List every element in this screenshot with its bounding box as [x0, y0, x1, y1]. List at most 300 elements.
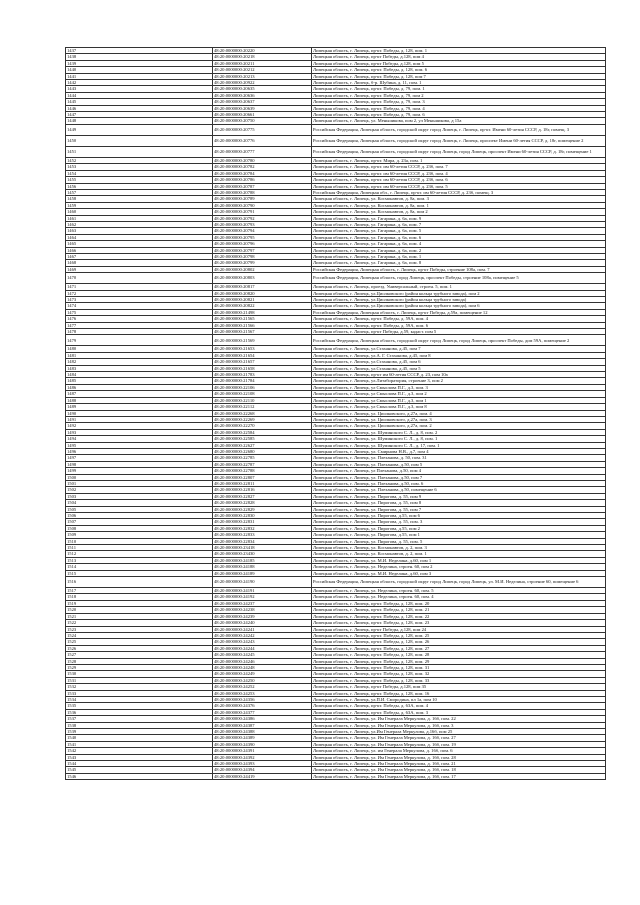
row-number: 1502	[66, 487, 213, 493]
address: Липецкая область, г. Липецк, ул. им Генерала Меркулова, д. 16б, пом. 6	[312, 748, 606, 754]
row-number: 1506	[66, 513, 213, 519]
cadastral-number: 48:20:0000000:24191	[213, 588, 312, 594]
cadastral-number: 48:20:0000000:24392	[213, 754, 312, 760]
address: Липецкая область, г. Липецк, ул. Пирогова, д. 55, пом. 5	[312, 538, 606, 544]
cadastral-number: 48:20:0000000:23430	[213, 551, 312, 557]
row-number: 1467	[66, 253, 213, 259]
address: Липецкая область, г. Липецк, пр-кт. Победы, д. 128, пом. 27	[312, 645, 606, 651]
row-number: 1533	[66, 690, 213, 696]
address: Липецкая область, г. Липецк, пр-кт. Победы, д. 79, пом. 6	[312, 112, 606, 118]
address: Липецкая область, г. Липецк, б-р. Шубина, д. 11, пом. 1	[312, 80, 606, 86]
row-number: 1484	[66, 372, 213, 378]
address: Российская Федерация, Липецкая область, г. Липецк, пр-кт Победы, д.59а, помещение 12	[312, 309, 606, 315]
row-number: 1482	[66, 359, 213, 365]
row-number: 1527	[66, 652, 213, 658]
address: Липецкая область, г. Липецк, ул.Литаборатория, строение 3, пом 2	[312, 378, 606, 384]
table-row	[66, 335, 606, 346]
table-row	[66, 135, 606, 146]
address: Российская Федерация, Липецкая обл., г. Липецк, пр-кт. им 60-летия СССР, д. 23б, помещ. 3	[312, 189, 606, 195]
address: Липецкая область, г. Липецк, ул. Шуминского С. Л., д. 8, пом. 1	[312, 436, 606, 442]
address: Липецкая область, г. Липецк, ул. Неделина, строен. 60, пом. 5	[312, 588, 606, 594]
cadastral-number: 48:20:0000000:22827	[213, 493, 312, 499]
row-number: 1456	[66, 183, 213, 189]
address: Липецкая область, г. Липецк, ул. Космонавтов, д. 2, пом. 1	[312, 551, 606, 557]
address: Липецкая область, г. Липецк, пр-кт. им 60-летия СССР, д. 23б, пом. 6	[312, 177, 606, 183]
cadastral-number: 48:20:0000000:22828	[213, 500, 312, 506]
cadastral-number: 48:20:0000000:20786	[213, 177, 312, 183]
address: Липецкая область, г. Липецк, ул. Гагарина, д. 6а, пом. 5	[312, 228, 606, 234]
cadastral-number: 48:20:0000000:20793	[213, 221, 312, 227]
address: Липецкая область, г. Липецк, ул.Циолковского (район кольца трубного завода), пом 2	[312, 290, 606, 296]
cadastral-number: 48:20:0000000:24253	[213, 690, 312, 696]
row-number: 1526	[66, 645, 213, 651]
cadastral-number: 48:20:0000000:20780	[213, 157, 312, 163]
address: Липецкая область, г. Липецк, ул. М.И. Неделина, д.60, пом 3	[312, 570, 606, 576]
address: Липецкая область, г. Липецк, ул. Им Генерала Меркулова, д. 16б, пом. 22	[312, 716, 606, 722]
row-number: 1530	[66, 671, 213, 677]
cadastral-number: 48:20:0000000:24356	[213, 696, 312, 702]
cadastral-number: 48:20:0000000:22829	[213, 506, 312, 512]
address: Липецкая область, г. Липецк, ул. Пирогова, д. 55, пом 8	[312, 500, 606, 506]
row-number: 1492	[66, 423, 213, 429]
address: Липецкая область, г. Липецк, ул. Гагарина, д. 6а, пом. 2	[312, 247, 606, 253]
address: Липецкая область, г. Липецк, ул. Плеханова, д.50, пом 5	[312, 461, 606, 467]
cadastral-number: 48:20:0000000:20213	[213, 73, 312, 79]
table-row	[66, 124, 606, 135]
cadastral-number: 48:20:0000000:24192	[213, 594, 312, 600]
address: Липецкая область, г. Липецк, ул.П.И. Смородина, пл 1а, пом 10	[312, 696, 606, 702]
address: Липецкая область, г. Липецк, пр-кт. Победы, д. 79, пом. 3	[312, 99, 606, 105]
cadastral-number: 48:20:0000000:22816	[213, 487, 312, 493]
row-number: 1448	[66, 118, 213, 124]
cadastral-number: 48:20:0000000:22268	[213, 410, 312, 416]
address: Российская Федерация, Липецкая область, городской округ город Липецк, город Липецк, проспект Победы, дом 59А, помещение 2	[312, 335, 606, 346]
cadastral-number: 48:20:0000000:24393	[213, 761, 312, 767]
row-number: 1471	[66, 284, 213, 290]
row-number: 1469	[66, 266, 213, 272]
address: Липецкая область, г. Липецк, пр-кт Победы, д.59, кадаст. пом 5	[312, 329, 606, 335]
address: Липецкая область, г. Липецк, ул. Им Генерала Меркулова, д. 16б, пом. 28	[312, 754, 606, 760]
row-number: 1499	[66, 468, 213, 474]
cadastral-number: 48:20:0000000:20822	[213, 303, 312, 309]
table-body	[66, 48, 606, 780]
row-number: 1504	[66, 500, 213, 506]
cadastral-number: 48:20:0000000:22269	[213, 416, 312, 422]
address: Липецкая область, г. Липецк, ул.Стаханова, д.45, пом 7	[312, 346, 606, 352]
row-number: 1540	[66, 735, 213, 741]
row-number: 1486	[66, 384, 213, 390]
row-number: 1496	[66, 448, 213, 454]
address: Липецкая область, г. Липецк, пр-кт. Победы, д. 79, пом 2	[312, 92, 606, 98]
row-number: 1485	[66, 378, 213, 384]
cadastral-number: 48:20:0000000:20637	[213, 99, 312, 105]
row-number: 1524	[66, 632, 213, 638]
cadastral-number: 48:20:0000000:21657	[213, 359, 312, 365]
cadastral-number: 48:20:0000000:24243	[213, 639, 312, 645]
address: Липецкая область, г. Липецк, пр-кт Победы, д.128, пом 5	[312, 60, 606, 66]
address: Липецкая область, г. Липецк, ул.Стаханова, д.45, пом 5	[312, 365, 606, 371]
address: Липецкая область, г. Липецк, ул. Им Генерала Меркулова, д. 16б, пом. 3	[312, 722, 606, 728]
address: Липецкая область, г. Липецк, пр-кт. Победы, д. 63А, пом. 4	[312, 703, 606, 709]
cadastral-number: 48:20:0000000:20212	[213, 67, 312, 73]
address: Российская Федерация, Липецкая область, городской округ город Липецк, город Липецк, ул. М.И. Неделина, строение 60, помещение 6	[312, 577, 606, 588]
cadastral-number: 48:20:0000000:22106	[213, 384, 312, 390]
cadastral-number: 48:20:0000000:22627	[213, 442, 312, 448]
cadastral-number: 48:20:0000000:21567	[213, 329, 312, 335]
row-number: 1466	[66, 247, 213, 253]
address: Липецкая область, г. Липецк, пр-кт. Победы, д. 59А, пом. 4	[312, 316, 606, 322]
cadastral-number: 48:20:0000000:22785	[213, 455, 312, 461]
address: Липецкая область, г. Липецк, проезд. Универсальный, строен. 5, пом. 1	[312, 284, 606, 290]
address: Липецкая область, г. Липецк, ул. Плеханова, д.50, пом. 6	[312, 480, 606, 486]
row-number: 1437	[66, 48, 213, 54]
address: Российская Федерация, Липецкая область, городской округ город Липецк, город Липецк, проспект Имени 60-летия СССР, д. 18г, помещение 1	[312, 146, 606, 157]
cadastral-number: 48:20:0000000:22584	[213, 429, 312, 435]
row-number: 1458	[66, 196, 213, 202]
row-number: 1508	[66, 525, 213, 531]
cadastral-number: 48:20:0000000:21653	[213, 346, 312, 352]
cadastral-number: 48:20:0000000:20661	[213, 112, 312, 118]
address: Липецкая область, г. Липецк, пр-кт Победы, д.128, пом 35	[312, 684, 606, 690]
cadastral-number: 48:20:0000000:20792	[213, 215, 312, 221]
address: Липецкая область, г. Липецк, пр-кт. им 60-летия СССР, д. 23б, пом. 5	[312, 183, 606, 189]
address: Липецкая область, г. Липецк, ул. М.И. Неделина, д.60, пом 1	[312, 557, 606, 563]
address: Липецкая область, г. Липецк, ул. Циолковского, д.27а, пом. 3	[312, 416, 606, 422]
address: Липецкая область, г. Липецк, ул. Гагарина, д. 6а, пом. 8	[312, 260, 606, 266]
cadastral-number: 48:20:0000000:24189	[213, 570, 312, 576]
cadastral-number: 48:20:0000000:20636	[213, 92, 312, 98]
address: Липецкая область, г. Липецк, пр-кт. Победы, д. 63А, пом. 3	[312, 709, 606, 715]
cadastral-number: 48:20:0000000:24387	[213, 722, 312, 728]
cadastral-number: 48:20:0000000:20211	[213, 60, 312, 66]
cadastral-number: 48:20:0000000:22108	[213, 391, 312, 397]
row-number: 1464	[66, 234, 213, 240]
cadastral-number: 48:20:0000000:20776	[213, 135, 312, 146]
cadastral-number: 48:20:0000000:20750	[213, 118, 312, 124]
address: Липецкая область, г. Липецк, ул Плеханова, д.50, пом 4	[312, 468, 606, 474]
address: Липецкая область, г. Липецк, ул. Пирогова, д.55, пом 2	[312, 525, 606, 531]
cadastral-number: 48:20:0000000:24390	[213, 741, 312, 747]
address: Липецкая область, г. Липецк, ул. Гагарина, д. 6а, пом. 9	[312, 215, 606, 221]
cadastral-number: 48:20:0000000:24250	[213, 677, 312, 683]
cadastral-number: 48:20:0000000:24388	[213, 729, 312, 735]
row-number: 1438	[66, 54, 213, 60]
row-number: 1439	[66, 60, 213, 66]
address: Липецкая область, г. Липецк, пр-кт. им 60-летия СССР, д. 23б, пом. 4	[312, 170, 606, 176]
cadastral-number: 48:20:0000000:24389	[213, 735, 312, 741]
address: Липецкая область, г. Липецк, ул.Им Генерала Меркулова, д.16б, пом 25	[312, 729, 606, 735]
row-number: 1462	[66, 221, 213, 227]
row-number: 1454	[66, 170, 213, 176]
row-number: 1525	[66, 639, 213, 645]
row-number: 1497	[66, 455, 213, 461]
address: Липецкая область, г. Липецк, пр-кт. Победы, д. 128, пом. 21	[312, 607, 606, 613]
address: Липецкая область, г. Липецк, пр-кт. Победы, д. 128, пом. 1	[312, 48, 606, 54]
row-number: 1543	[66, 754, 213, 760]
row-number: 1452	[66, 157, 213, 163]
row-number: 1512	[66, 551, 213, 557]
cadastral-number: 48:20:0000000:24185	[213, 557, 312, 563]
row-number: 1495	[66, 442, 213, 448]
row-number: 1472	[66, 290, 213, 296]
cadastral-number: 48:20:0000000:24188	[213, 564, 312, 570]
row-number: 1449	[66, 124, 213, 135]
address: Липецкая область, г. Липецк, пр-кт. Победы, д. 128, пом. 16	[312, 690, 606, 696]
row-number: 1477	[66, 322, 213, 328]
address: Липецкая область, г. Липецк, пр-кт. Победы, д. 128, пом. 22	[312, 613, 606, 619]
row-number: 1483	[66, 365, 213, 371]
row-number: 1474	[66, 303, 213, 309]
address: Липецкая область, г. Липецк, ул. Плеханова, д.50, пом 7	[312, 474, 606, 480]
cadastral-number: 48:20:0000000:20817	[213, 284, 312, 290]
address: Липецкая область, г. Липецк, пр-кт. Победы, д. 128, пом. 31	[312, 664, 606, 670]
cadastral-number: 48:20:0000000:20795	[213, 234, 312, 240]
cadastral-number: 48:20:0000000:24377	[213, 709, 312, 715]
address: Липецкая область, г. Липецк, ул. Гагарина, д. 6а, пом. 7	[312, 221, 606, 227]
cadastral-number: 48:20:0000000:20787	[213, 183, 312, 189]
address: Липецкая область, г. Липецк, ул. Гагарина, д. 6а, пом. 4	[312, 241, 606, 247]
cadastral-number: 48:20:0000000:20218	[213, 54, 312, 60]
cadastral-number: 48:20:0000000:21565	[213, 316, 312, 322]
address: Липецкая область, г. Липецк, пр-кт. Победы, д. 128, пом. 29	[312, 658, 606, 664]
cadastral-number: 48:20:0000000:20798	[213, 253, 312, 259]
address: Липецкая область, г. Липецк, ул. Плеханова, д.50, помещение 6	[312, 487, 606, 493]
cadastral-number: 48:20:0000000:21658	[213, 365, 312, 371]
row-number: 1455	[66, 177, 213, 183]
address: Липецкая область, г. Липецк, ул. Космонавтов, д. 8а, пом. 3	[312, 196, 606, 202]
row-number: 1541	[66, 741, 213, 747]
cadastral-number: 48:20:0000000:20821	[213, 297, 312, 303]
cadastral-number: 48:20:0000000:24246	[213, 658, 312, 664]
row-number: 1507	[66, 519, 213, 525]
cadastral-number: 48:20:0000000:22112	[213, 404, 312, 410]
row-number: 1503	[66, 493, 213, 499]
row-number: 1505	[66, 506, 213, 512]
cadastral-number: 48:20:0000000:20922	[213, 80, 312, 86]
address: Липецкая область, г. Липецк, ул. Им Генерала Меркулова, д. 16б, пом. 18	[312, 767, 606, 773]
cadastral-number: 48:20:0000000:20803	[213, 273, 312, 284]
row-number: 1498	[66, 461, 213, 467]
row-number: 1460	[66, 209, 213, 215]
row-number: 1513	[66, 557, 213, 563]
row-number: 1509	[66, 532, 213, 538]
cadastral-number: 48:20:0000000:20784	[213, 170, 312, 176]
row-number: 1457	[66, 189, 213, 195]
address: Липецкая область, г. Липецк, ул. Космонавтов, д. 8а, пом. 1	[312, 202, 606, 208]
cadastral-number: 48:20:0000000:24240	[213, 620, 312, 626]
cadastral-number: 48:20:0000000:22787	[213, 461, 312, 467]
cadastral-number: 48:20:0000000:23418	[213, 545, 312, 551]
cadastral-number: 48:20:0000000:22680	[213, 448, 312, 454]
row-number: 1528	[66, 658, 213, 664]
address: Липецкая область, г. Липецк, пр-кт. Победы, д. 59А, пом. 6	[312, 322, 606, 328]
cadastral-number: 48:20:0000000:22585	[213, 436, 312, 442]
row-number: 1532	[66, 684, 213, 690]
row-number: 1465	[66, 241, 213, 247]
address: Липецкая область, г. Липецк, пр-кт. Победы, д. 128, пом. 33	[312, 677, 606, 683]
cadastral-number: 48:20:0000000:24249	[213, 671, 312, 677]
cadastral-number: 48:20:0000000:24237	[213, 600, 312, 606]
table-row	[66, 773, 606, 779]
row-number: 1445	[66, 99, 213, 105]
row-number: 1478	[66, 329, 213, 335]
row-number: 1480	[66, 346, 213, 352]
row-number: 1444	[66, 92, 213, 98]
address: Липецкая область, г. Липецк, ул. Им Генерала Меркулова, д. 16б, пом. 17	[312, 773, 606, 779]
row-number: 1442	[66, 80, 213, 86]
table-row	[66, 146, 606, 157]
address: Липецкая область, г. Липецк, пр-кт. Победы, д. 128, пом. 26	[312, 639, 606, 645]
address: Липецкая область, г. Липецк, ул. Шуминского С. Л., д. 17, пом. 1	[312, 442, 606, 448]
address: Липецкая область, г. Липецк, ул. Пирогова, д.55, пом 1	[312, 532, 606, 538]
table-row	[66, 273, 606, 284]
row-number: 1520	[66, 607, 213, 613]
row-number: 1535	[66, 703, 213, 709]
address: Липецкая область, г. Липецк, ул. Им Генерала Меркулова, д. 16б, пом. 27	[312, 735, 606, 741]
row-number: 1451	[66, 146, 213, 157]
cadastral-number: 48:20:0000000:24239	[213, 613, 312, 619]
address: Липецкая область, г. Липецк, ул. Меньшикова, пом 2, ул Меньшикова, д 15а	[312, 118, 606, 124]
cadastral-number: 48:20:0000000:20796	[213, 241, 312, 247]
row-number: 1545	[66, 767, 213, 773]
address: Липецкая область, г. Липецк, ул.Стаханова, д.45, пом 6	[312, 359, 606, 365]
cadastral-number: 48:20:0000000:22831	[213, 519, 312, 525]
address: Липецкая область, г. Липецк, пр-кт Победы, д.128, пом 24	[312, 626, 606, 632]
address: Российская Федерация, Липецкая область, городской округ город Липецк, г. Липецк, проспект Имени 60-летия СССР, д. 18г, помещение 2	[312, 135, 606, 146]
row-number: 1441	[66, 73, 213, 79]
row-number: 1450	[66, 135, 213, 146]
row-number: 1522	[66, 620, 213, 626]
cadastral-number: 48:20:0000000:20791	[213, 209, 312, 215]
cadastral-number: 48:20:0000000:20782	[213, 164, 312, 170]
row-number: 1487	[66, 391, 213, 397]
row-number: 1517	[66, 588, 213, 594]
document-page	[65, 47, 596, 780]
row-number: 1440	[66, 67, 213, 73]
row-number: 1516	[66, 577, 213, 588]
row-number: 1494	[66, 436, 213, 442]
row-number: 1459	[66, 202, 213, 208]
cadastral-number: 48:20:0000000:21569	[213, 335, 312, 346]
address: Российская Федерация, Липецкая область, городской округ город Липецк, г. Липецк, пр-кт. Имени 60-летия СССР, д. 18г, помещ. 3	[312, 124, 606, 135]
row-number: 1534	[66, 696, 213, 702]
cadastral-number: 48:20:0000000:24376	[213, 703, 312, 709]
cadastral-number: 48:20:0000000:22270	[213, 423, 312, 429]
cadastral-number: 48:20:0000000:20797	[213, 247, 312, 253]
row-number: 1447	[66, 112, 213, 118]
address: Липецкая область, г. Липецк, ул. Шуминского С. Л., д. 8, пом. 2	[312, 429, 606, 435]
row-number: 1511	[66, 545, 213, 551]
row-number: 1461	[66, 215, 213, 221]
cadastral-number: 48:20:0000000:20799	[213, 260, 312, 266]
row-number: 1493	[66, 429, 213, 435]
address: Липецкая область, г. Липецк, пр-кт. Мира, д. 23а, пом. 1	[312, 157, 606, 163]
cadastral-number: 48:20:0000000:22830	[213, 513, 312, 519]
row-number: 1537	[66, 716, 213, 722]
row-number: 1518	[66, 594, 213, 600]
row-number: 1470	[66, 273, 213, 284]
cadastral-number: 48:20:0000000:24248	[213, 664, 312, 670]
address: Липецкая область, г. Липецк, пр-кт. Победы, д. 79, пом. 1	[312, 86, 606, 92]
address: Липецкая область, г. Липецк, ул.Циолковского (район кольца трубного завода), пом 6	[312, 303, 606, 309]
row-number: 1510	[66, 538, 213, 544]
address: Липецкая область, г. Липецк, пр-кт им 60-летия СССР, д. 23, пом 10а	[312, 372, 606, 378]
row-number: 1489	[66, 404, 213, 410]
address: Липецкая область, г. Липецк, ул. Им Генерала Меркулова, д. 16б, пом. 19	[312, 741, 606, 747]
cadastral-number: 48:20:0000000:24419	[213, 773, 312, 779]
cadastral-number: 48:20:0000000:20635	[213, 86, 312, 92]
address: Липецкая область, г. Липецк, пр-кт Победы, д.128, пом 4	[312, 54, 606, 60]
row-number: 1463	[66, 228, 213, 234]
row-number: 1523	[66, 626, 213, 632]
cadastral-number: 48:20:0000000:20220	[213, 48, 312, 54]
row-number: 1521	[66, 613, 213, 619]
row-number: 1531	[66, 677, 213, 683]
cadastral-number: 48:20:0000000:24394	[213, 767, 312, 773]
cadastral-number: 48:20:0000000:20789	[213, 196, 312, 202]
address: Российская Федерация, Липецкая область, г. Липецк, пр-кт Победы, строение 108а, пом. 7	[312, 266, 606, 272]
address: Липецкая область, г. Липецк, ул. Смирнова Н.В., д.7, пом 4	[312, 448, 606, 454]
row-number: 1515	[66, 570, 213, 576]
address: Липецкая область, г. Липецк, пр-кт. Победы, д. 128, пом. 20	[312, 600, 606, 606]
row-number: 1453	[66, 164, 213, 170]
row-number: 1514	[66, 564, 213, 570]
address: Липецкая область, г. Липецк, ул. Космонавтов, д. 8а, пом 2	[312, 209, 606, 215]
address: Липецкая область, г. Липецк, ул. Циолковского, д.27а, пом. 2	[312, 423, 606, 429]
address: Липецкая область, г. Липецк, ул Смыслова П.Г., д.3, пом 2	[312, 391, 606, 397]
row-number: 1446	[66, 105, 213, 111]
cadastral-number: 48:20:0000000:24252	[213, 684, 312, 690]
row-number: 1538	[66, 722, 213, 728]
cadastral-table	[65, 47, 606, 780]
row-number: 1490	[66, 410, 213, 416]
address: Липецкая область, г. Липецк, пр-кт. Победы, д. 128, пом. 28	[312, 652, 606, 658]
address: Липецкая область, г. Липецк, ул. Неделина, строен. 60, пом 2	[312, 564, 606, 570]
cadastral-number: 48:20:0000000:21498	[213, 309, 312, 315]
cadastral-number: 48:20:0000000:20820	[213, 290, 312, 296]
cadastral-number: 48:20:0000000:21784	[213, 378, 312, 384]
address: Липецкая область, г. Липецк, пр-кт. Победы, д. 128, пом. 6	[312, 67, 606, 73]
address: Липецкая область, г. Липецк, ул. Пирогова, д. 55, пом. 3	[312, 519, 606, 525]
cadastral-number: 48:20:0000000:22110	[213, 397, 312, 403]
cadastral-number: 48:20:0000000:24391	[213, 748, 312, 754]
cadastral-number: 48:20:0000000:20802	[213, 266, 312, 272]
cadastral-number: 48:20:0000000:20790	[213, 202, 312, 208]
table-row	[66, 577, 606, 588]
row-number: 1519	[66, 600, 213, 606]
cadastral-number: 48:20:0000000:24386	[213, 716, 312, 722]
row-number: 1468	[66, 260, 213, 266]
address: Липецкая область, г. Липецк, пр-кт. Победы, д. 79, пом. 4	[312, 105, 606, 111]
cadastral-number: 48:20:0000000:22811	[213, 480, 312, 486]
cadastral-number: 48:20:0000000:24238	[213, 607, 312, 613]
cadastral-number: 48:20:0000000:20777	[213, 146, 312, 157]
address: Липецкая область, г. Липецк, ул. Пирогова, д. 55, пом 7	[312, 506, 606, 512]
address: Липецкая область, г. Липецк, ул Смыслова П.Г., д.3, пом 8	[312, 404, 606, 410]
cadastral-number: 48:20:0000000:21566	[213, 322, 312, 328]
row-number: 1488	[66, 397, 213, 403]
address: Липецкая область, г. Липецк, пр-кт. Победы, д. 128, пом. 25	[312, 632, 606, 638]
cadastral-number: 48:20:0000000:24244	[213, 645, 312, 651]
row-number: 1500	[66, 474, 213, 480]
row-number: 1544	[66, 761, 213, 767]
row-number: 1501	[66, 480, 213, 486]
cadastral-number: 48:20:0000000:24242	[213, 632, 312, 638]
address: Липецкая область, г. Липецк, пр-кт. Победы, д. 128, пом. 23	[312, 620, 606, 626]
cadastral-number: 48:20:0000000:22834	[213, 538, 312, 544]
row-number: 1479	[66, 335, 213, 346]
address: Липецкая область, г. Липецк, ул. Циолковского, д.27а, пом. 4	[312, 410, 606, 416]
